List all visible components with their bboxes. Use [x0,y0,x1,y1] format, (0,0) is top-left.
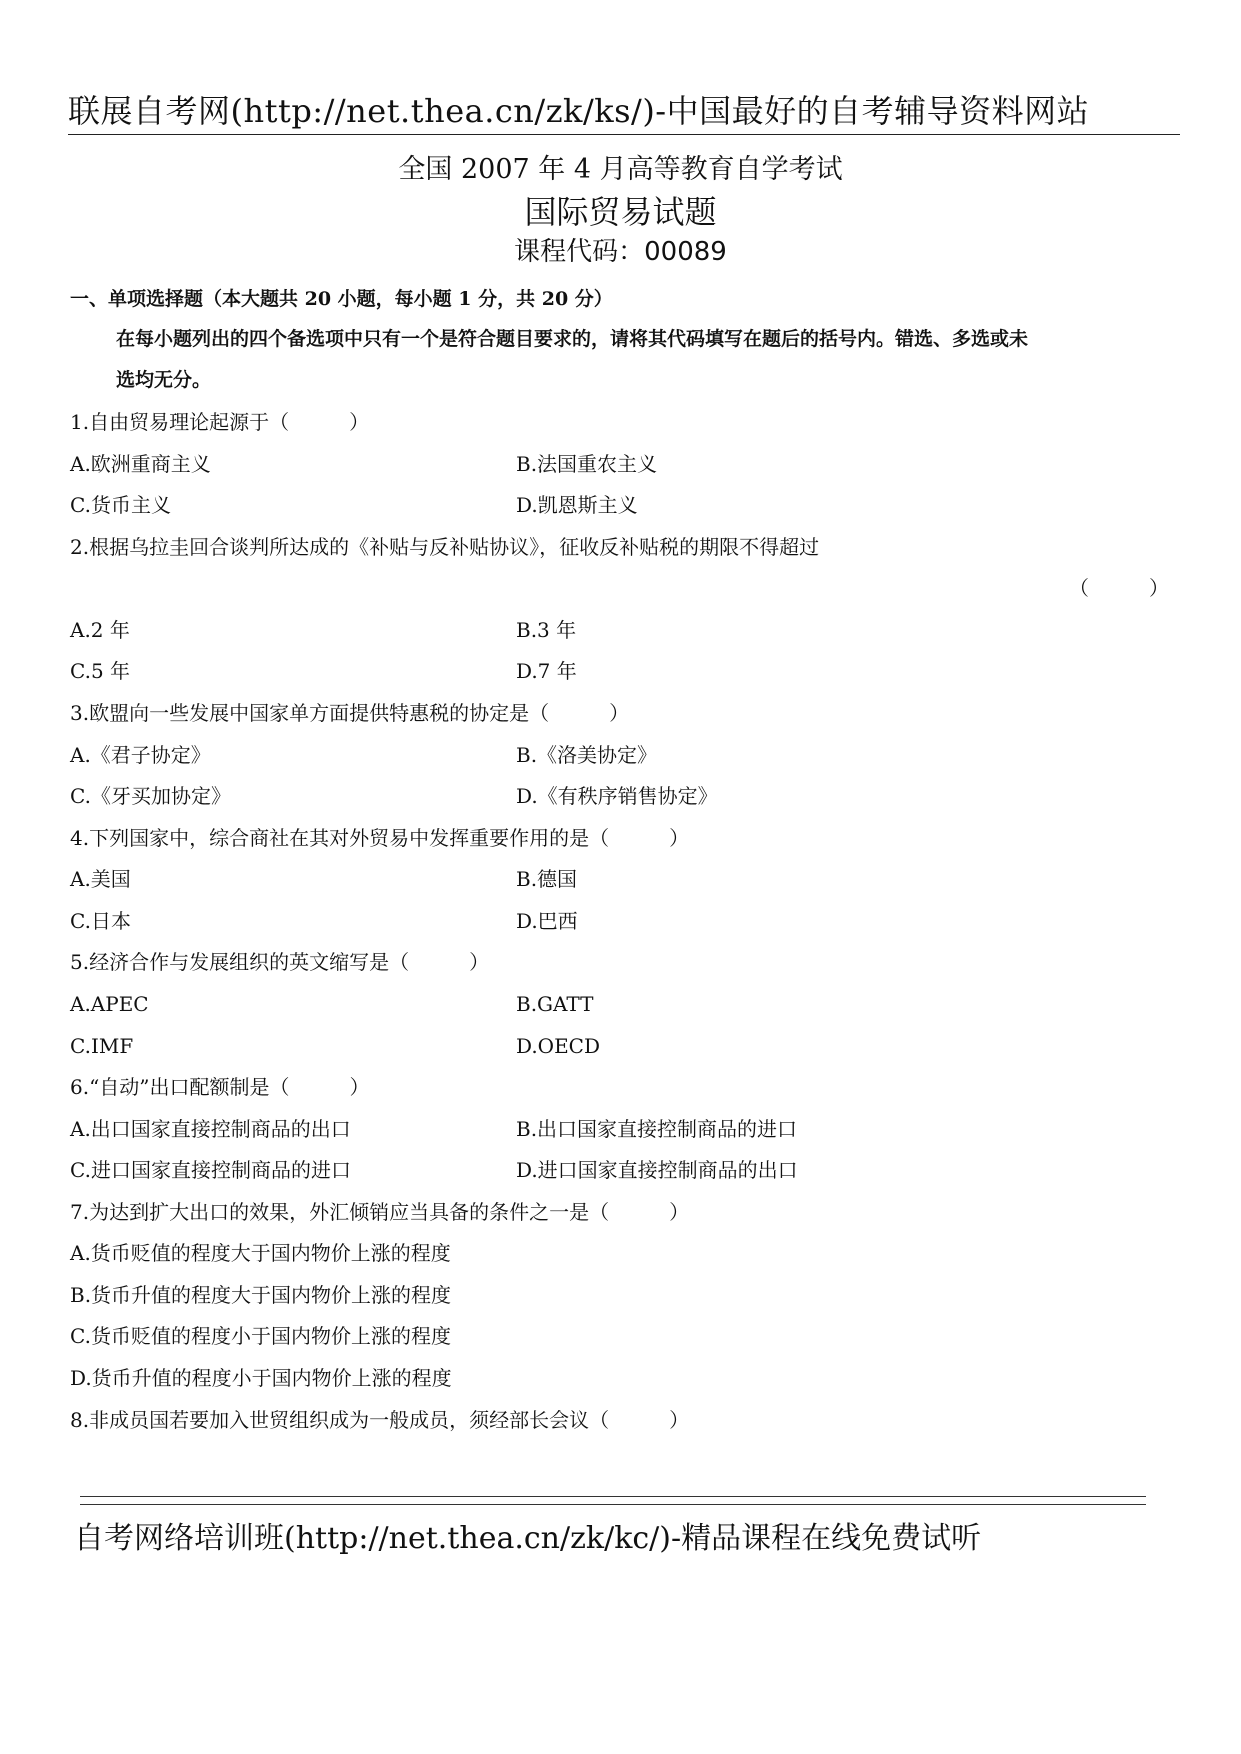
question-7-option-b: B.货币升值的程度大于国内物价上涨的程度 [70,1283,452,1307]
question-3-option-a: A.《君子协定》 [70,743,211,767]
header-divider [68,134,1180,135]
question-5-stem: 5.经济合作与发展组织的英文缩写是（ ） [70,950,490,974]
question-3-option-b: B.《洛美协定》 [516,743,658,767]
question-7-option-a: A.货币贬值的程度大于国内物价上涨的程度 [70,1241,451,1265]
question-2-answer-paren: （ ） [1069,576,1169,600]
question-2-option-c: C.5 年 [70,659,131,683]
question-1-stem: 1.自由贸易理论起源于（ ） [70,410,370,434]
question-4-stem: 4.下列国家中，综合商社在其对外贸易中发挥重要作用的是（ ） [70,826,690,850]
site-footer-banner: 自考网络培训班(http://net.thea.cn/zk/kc/)-精品课程在线免费试听 [74,1521,982,1556]
question-2-option-d: D.7 年 [516,659,577,683]
course-code: 课程代码：00089 [514,237,727,267]
question-6-option-c: C.进口国家直接控制商品的进口 [70,1158,351,1182]
question-3-option-c: C.《牙买加协定》 [70,784,231,808]
question-3-option-d: D.《有秩序销售协定》 [516,784,718,808]
question-6-stem: 6.“自动”出口配额制是（ ） [70,1075,370,1099]
question-6-option-d: D.进口国家直接控制商品的出口 [516,1158,798,1182]
question-5-option-b: B.GATT [516,992,594,1016]
question-1-option-c: C.货币主义 [70,493,171,517]
site-header-banner: 联展自考网(http://net.thea.cn/zk/ks/)-中国最好的自考辅导资料网站 [68,92,1090,130]
question-7-option-c: C.货币贬值的程度小于国内物价上涨的程度 [70,1324,451,1348]
question-6-option-a: A.出口国家直接控制商品的出口 [70,1117,351,1141]
question-2-option-a: A.2 年 [70,618,130,642]
question-2-stem: 2.根据乌拉圭回合谈判所达成的《补贴与反补贴协议》，征收反补贴税的期限不得超过 [70,535,820,559]
question-1-option-b: B.法国重农主义 [516,452,658,476]
question-5-option-d: D.OECD [516,1034,601,1058]
question-4-option-d: D.巴西 [516,909,578,933]
footer-divider [80,1496,1146,1505]
question-4-option-b: B.德国 [516,867,578,891]
question-6-option-b: B.出口国家直接控制商品的进口 [516,1117,798,1141]
question-1-option-d: D.凯恩斯主义 [516,493,638,517]
question-4-option-c: C.日本 [70,909,131,933]
question-5-option-c: C.IMF [70,1034,134,1058]
question-7-option-d: D.货币升值的程度小于国内物价上涨的程度 [70,1366,452,1390]
exam-subject-title: 国际贸易试题 [524,193,717,231]
section-instruction-line-1: 在每小题列出的四个备选项中只有一个是符合题目要求的，请将其代码填写在题后的括号内。错选、多选或未 [116,328,1029,350]
question-3-stem: 3.欧盟向一些发展中国家单方面提供特惠税的协定是（ ） [70,701,630,725]
question-7-stem: 7.为达到扩大出口的效果，外汇倾销应当具备的条件之一是（ ） [70,1200,690,1224]
section-heading: 一、单项选择题（本大题共 20 小题，每小题 1 分，共 20 分） [70,288,613,310]
question-2-option-b: B.3 年 [516,618,577,642]
question-4-option-a: A.美国 [70,867,131,891]
question-5-option-a: A.APEC [70,992,149,1016]
section-instruction-line-2: 选均无分。 [116,369,212,391]
exam-session-title: 全国 2007 年 4 月高等教育自学考试 [398,154,843,185]
question-1-option-a: A.欧洲重商主义 [70,452,211,476]
question-8-stem: 8.非成员国若要加入世贸组织成为一般成员，须经部长会议（ ） [70,1408,690,1432]
